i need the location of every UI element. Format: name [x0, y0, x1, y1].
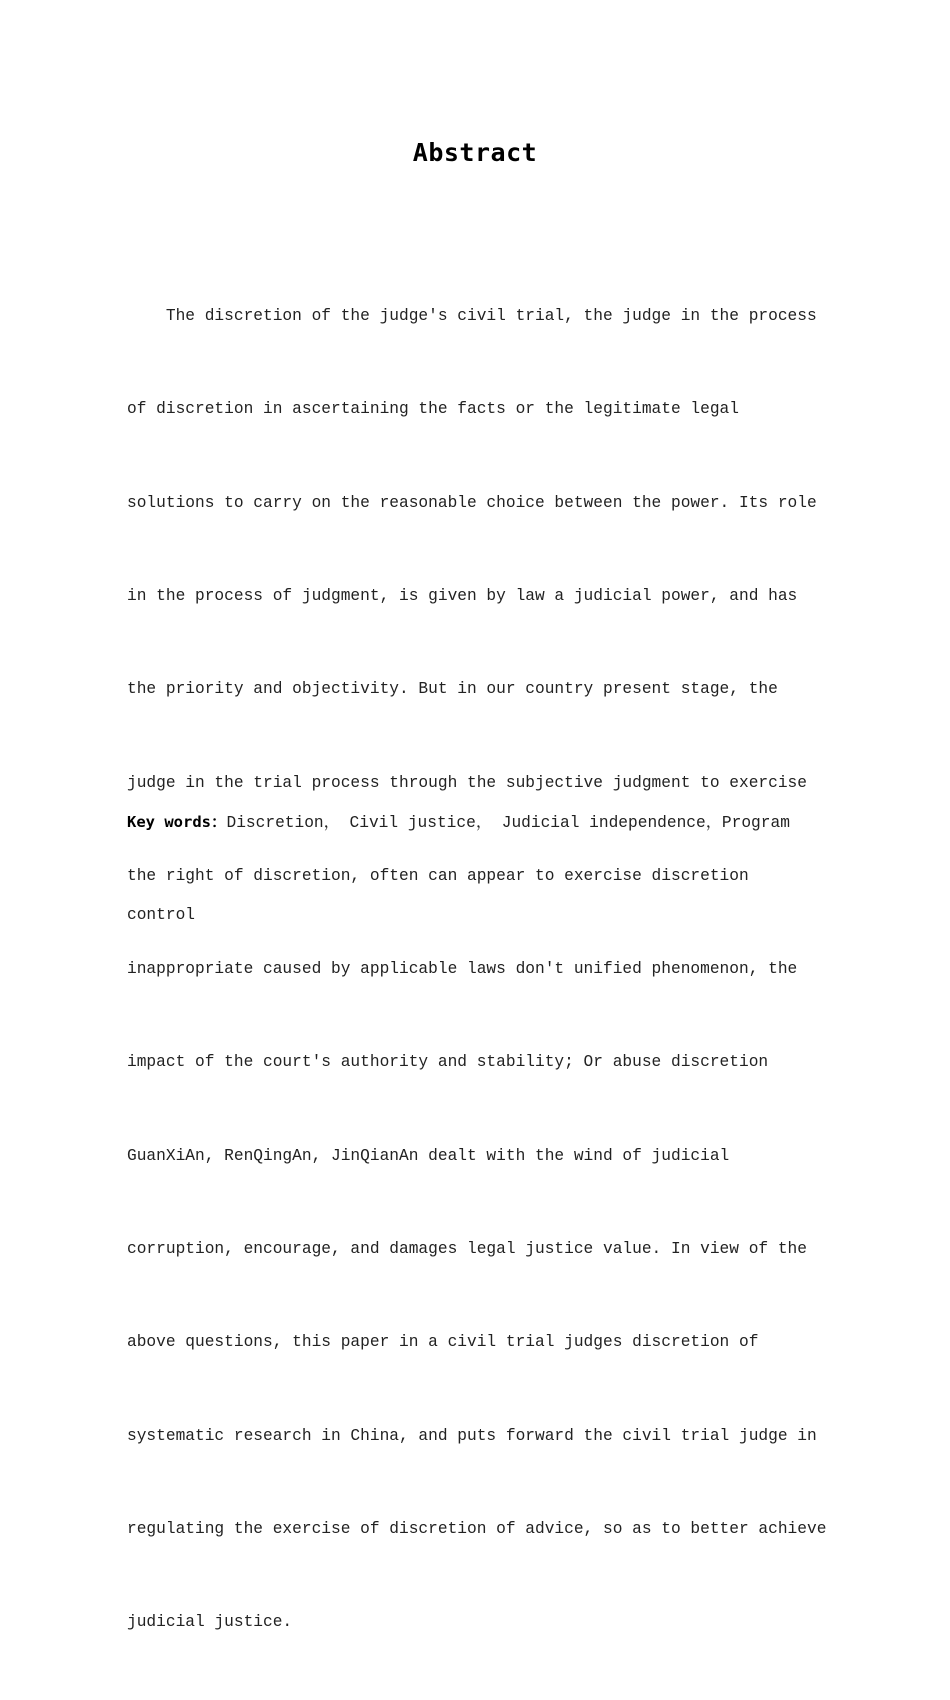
abstract-line: GuanXiAn, RenQingAn, JinQianAn dealt with the wind of judicial	[127, 1146, 730, 1165]
abstract-line: the right of discretion, often can appear to exercise discretion	[127, 866, 749, 885]
keywords-label: Key words：	[127, 813, 227, 832]
abstract-line: systematic research in China, and puts forward the civil trial judge in	[127, 1426, 817, 1445]
page-title: Abstract	[412, 138, 538, 167]
abstract-line: above questions, this paper in a civil trial judges discretion of	[127, 1333, 759, 1352]
abstract-line: the priority and objectivity. But in our country present stage, the	[127, 680, 778, 699]
abstract-line: in the process of judgment, is given by law a judicial power, and has	[127, 587, 798, 606]
keywords-section	[127, 745, 827, 994]
abstract-line: regulating the exercise of discretion of advice, so as to better achieve	[127, 1519, 827, 1538]
keywords-line	[127, 807, 827, 838]
abstract-line: impact of the court's authority and stability; Or abuse discretion	[127, 1053, 769, 1072]
abstract-line: judge in the trial process through the subjective judgment to exercise	[127, 773, 807, 792]
abstract-line: solutions to carry on the reasonable choice between the power. Its role	[127, 493, 817, 512]
abstract-line: corruption, encourage, and damages legal justice value. In view of the	[127, 1240, 807, 1258]
abstract-line: judicial justice.	[127, 1613, 293, 1632]
keywords-text: Discretion， Civil justice， Judicial independence，Program	[226, 814, 790, 833]
abstract-line: The discretion of the judge's civil trial, the judge in the process	[127, 307, 817, 326]
abstract-line: inappropriate caused by applicable laws don't unified phenomenon, the	[127, 960, 798, 979]
keywords-line: control	[127, 906, 195, 925]
abstract-line: of discretion in ascertaining the facts or the legitimate legal	[127, 400, 739, 419]
